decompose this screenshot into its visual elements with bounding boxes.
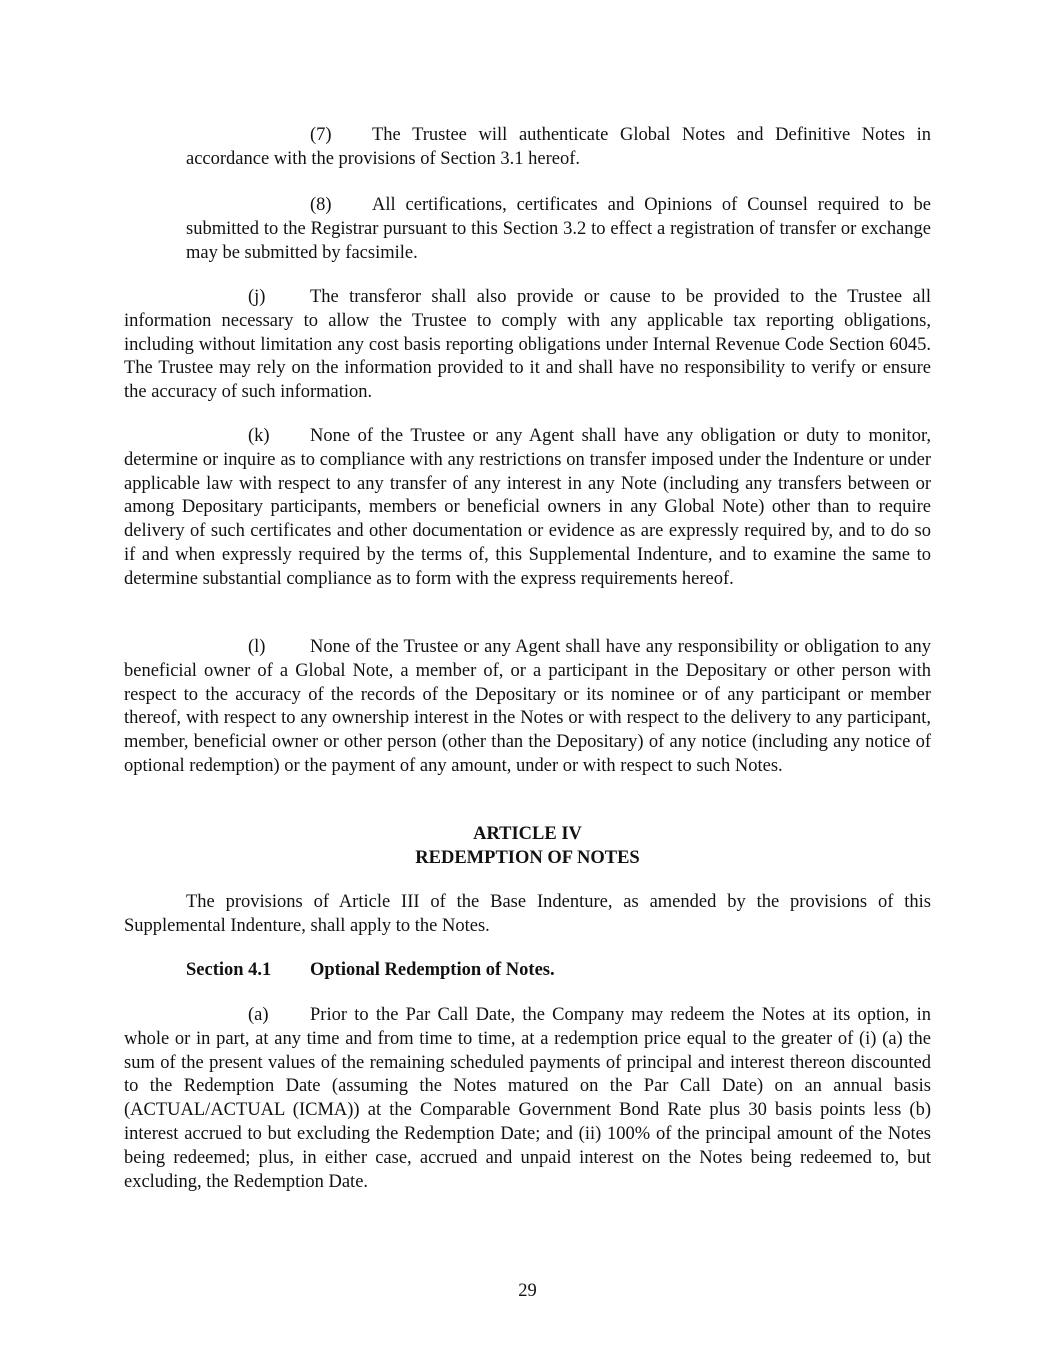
article-number: ARTICLE IV [473,824,582,844]
article-intro: The provisions of Article III of the Base Indenture, as amended by the provisions of this Supplemental Indenture, shall apply to the Notes. [124,892,931,936]
paragraph-text: The transferor shall also provide or cause to be provided to the Trustee all information necessary to allow the Trustee to comply with any applicable tax reporting obligations, including without limitation any cost basis reporting obligations under Internal Revenue Code Section 6045. The Trustee may rely on the information provided to it and shall have no responsibility to verify or ensure the accuracy of such information. [124,287,931,403]
paragraph-text: Prior to the Par Call Date, the Company may redeem the Notes at its option, in whole or in part, at any time and from time to time, at a redemption price equal to the greater of (i) (a) the sum of the present values of the remaining scheduled payments of principal and interest thereon discounted to the Redemption Date (assuming the Notes matured on the Par Call Date) on an annual basis (ACTUAL/ACTUAL (ICMA)) at the Comparable Government Bond Rate plus 30 basis points less (b) interest accrued to but excluding the Redemption Date; and (ii) 100% of the principal amount of the Notes being redeemed; plus, in either case, accrued and unpaid interest on the Notes being redeemed to, but excluding, the Redemption Date. [124,1005,931,1192]
article-title: REDEMPTION OF NOTES [415,848,640,868]
paragraph-j [124,286,931,405]
paragraph-text: The Trustee will authenticate Global Notes and Definitive Notes in accordance with the provisions of Section 3.1 hereof. [186,125,931,169]
paragraph-number: (7) [310,125,332,145]
section-title: Optional Redemption of Notes. [310,960,555,980]
paragraph-text: None of the Trustee or any Agent shall have any obligation or duty to monitor, determine or inquire as to compliance with any restrictions on transfer imposed under the Indenture or under applicable law with respect to any transfer of any interest in any Note (including any transfers between or among Depositary participants, members or beneficial owners in any Global Note) other than to require delivery of such certificates and other documentation or evidence as are expressly required by, and to do so if and when expressly required by the terms of, this Supplemental Indenture, and to examine the same to determine substantial compliance as to form with the express requirements hereof. [124,426,931,589]
paragraph-text: All certifications, certificates and Opinions of Counsel required to be submitted to the Registrar pursuant to this Section 3.2 to effect a registration of transfer or exchange may be submitted by facsimile. [186,195,931,263]
paragraph-l [124,636,931,779]
paragraph-a [124,1004,931,1194]
paragraph-8 [186,194,931,265]
paragraph-k [124,425,931,592]
paragraph-number: (k) [248,426,270,446]
paragraph-text: None of the Trustee or any Agent shall have any responsibility or obligation to any beneficial owner of a Global Note, a member of, or a participant in the Depositary or other person with respect to the accuracy of the records of the Depositary or its nominee or of any participant or member thereof, with respect to any ownership interest in the Notes or with respect to the delivery to any participant, member, beneficial owner or other person (other than the Depositary) of any notice (including any notice of optional redemption) or the payment of any amount, under or with respect to such Notes. [124,637,931,776]
paragraph-number: (8) [310,195,332,215]
paragraph-number: (l) [248,637,266,657]
section-number: Section 4.1 [186,960,272,980]
paragraph-number: (j) [248,287,266,307]
paragraph-number: (a) [248,1005,269,1025]
paragraph-7 [186,124,931,172]
section-heading [186,959,555,983]
page-number: 29 [518,1281,537,1301]
